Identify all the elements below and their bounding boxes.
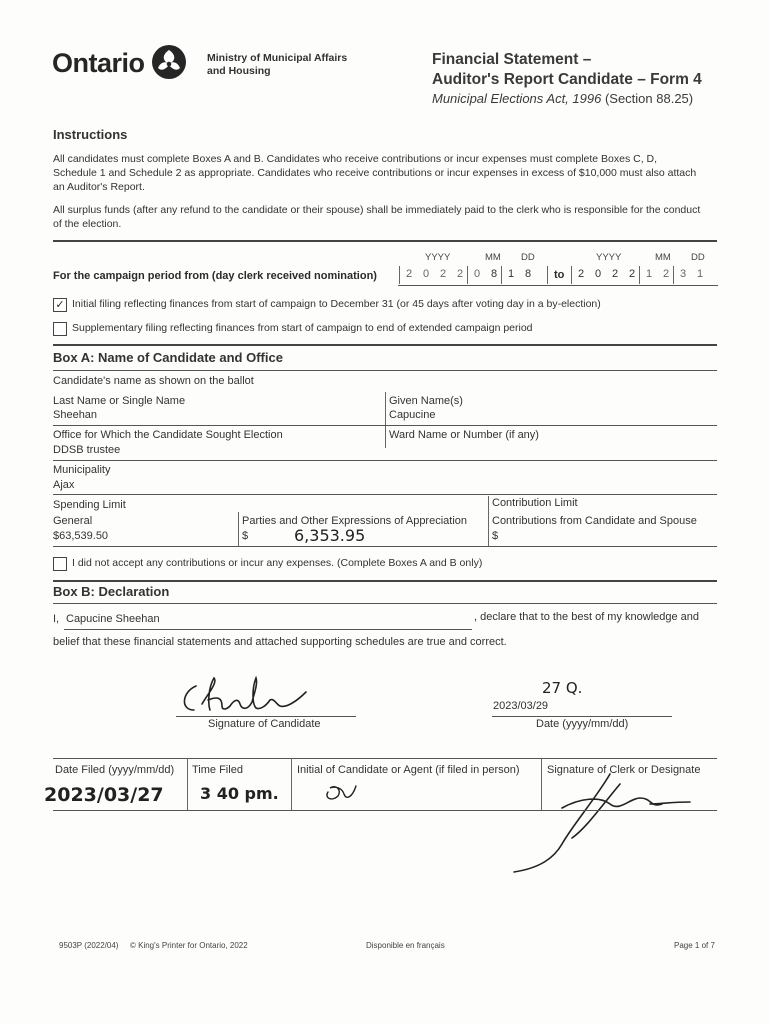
divider <box>53 810 717 811</box>
date-filed-value[interactable]: 2023/03/27 <box>44 784 164 806</box>
ballot-name-label: Candidate's name as shown on the ballot <box>53 375 254 387</box>
to-date-digit: 3 <box>679 268 687 280</box>
act-name: Municipal Elections Act, 1996 <box>432 91 602 106</box>
instructions-heading: Instructions <box>53 127 128 142</box>
no-contributions-label: I did not accept any contributions or incur any expenses. (Complete Boxes A and B only) <box>72 557 483 569</box>
cell-border <box>673 266 674 284</box>
from-mm-label: MM <box>485 252 501 263</box>
from-date-digit: 8 <box>490 268 498 280</box>
from-date-digit: 2 <box>405 268 413 280</box>
signature-candidate-label: Signature of Candidate <box>208 718 321 730</box>
last-name-value[interactable]: Sheehan <box>53 409 98 421</box>
to-yyyy-label: YYYY <box>596 252 622 263</box>
instructions-paragraph-1: All candidates must complete Boxes A and B. Candidates who receive contributions or incur expenses must complete Boxes C, D, Schedule 1 and Schedule 2 as appropriate. Candidates who receive contributions or incur expenses in excess of $10,000 must also attach an Auditor's Report. <box>53 153 697 193</box>
divider <box>53 546 717 547</box>
from-yyyy-label: YYYY <box>425 252 451 263</box>
candidate-signature[interactable] <box>178 674 328 722</box>
date-filed-label: Date Filed (yyyy/mm/dd) <box>55 764 175 776</box>
to-date-digit: 1 <box>645 268 653 280</box>
to-mm-label: MM <box>655 252 671 263</box>
divider <box>53 460 717 461</box>
contribution-limit-label: Contribution Limit <box>492 497 578 509</box>
trillium-logo-icon <box>151 44 187 80</box>
cell-border <box>467 266 468 284</box>
signature-underline <box>176 716 356 717</box>
supplementary-filing-checkbox[interactable] <box>53 322 67 336</box>
time-filed-value[interactable]: 3 40 pm. <box>200 784 279 803</box>
copyright-text: © King's Printer for Ontario, 2022 <box>130 941 248 950</box>
ontario-logo-text: Ontario <box>52 48 145 78</box>
belief-text: belief that these financial statements and attached supporting schedules are true and correct. <box>53 636 507 648</box>
cell-border <box>571 266 572 284</box>
divider <box>53 603 717 604</box>
column-divider <box>385 392 386 448</box>
declaration-date-label: Date (yyyy/mm/dd) <box>536 718 629 730</box>
divider <box>53 370 717 371</box>
general-limit-value[interactable]: $63,539.50 <box>53 530 109 542</box>
initial-agent-label: Initial of Candidate or Agent (if filed in person) <box>297 764 520 776</box>
ministry-line-2: and Housing <box>207 65 271 77</box>
to-label: to <box>554 269 565 281</box>
supplementary-filing-label: Supplementary filing reflecting finances from start of campaign to end of extended campaign period <box>72 322 533 334</box>
divider <box>53 240 717 242</box>
declaration-text: , declare that to the best of my knowledge and <box>474 611 700 623</box>
given-name-value[interactable]: Capucine <box>389 409 436 421</box>
municipality-value[interactable]: Ajax <box>53 479 75 491</box>
to-date-digit: 0 <box>594 268 602 280</box>
date-correction-handwriting: 27 Q. <box>542 679 583 697</box>
from-date-digit: 0 <box>473 268 481 280</box>
to-date-digit: 2 <box>628 268 636 280</box>
divider <box>53 494 717 495</box>
parties-limit-label: Parties and Other Expressions of Appreciation <box>242 515 468 527</box>
from-date-digit: 0 <box>422 268 430 280</box>
box-a-heading: Box A: Name of Candidate and Office <box>53 350 283 365</box>
contrib-currency[interactable]: $ <box>492 530 499 542</box>
form-title-line-2: Auditor's Report Candidate – Form 4 <box>432 71 702 88</box>
contrib-from-candidate-label: Contributions from Candidate and Spouse <box>492 515 697 527</box>
column-divider <box>291 758 292 810</box>
no-contributions-checkbox[interactable] <box>53 557 67 571</box>
to-date-digit: 1 <box>696 268 704 280</box>
to-dd-label: DD <box>691 252 705 263</box>
column-divider <box>187 758 188 810</box>
to-date-digit: 2 <box>611 268 619 280</box>
divider <box>53 425 717 426</box>
parties-limit-value[interactable]: 6,353.95 <box>294 526 366 545</box>
column-divider <box>488 496 489 546</box>
form-title-line-1: Financial Statement – <box>432 51 592 68</box>
date-underline <box>492 716 672 717</box>
instructions-paragraph-2: All surplus funds (after any refund to the candidate or their spouse) shall be immediately paid to the clerk who is responsible for the conduct of the election. <box>53 204 701 230</box>
from-date-digit: 1 <box>507 268 515 280</box>
form-title <box>432 50 702 90</box>
page-number: Page 1 of 7 <box>674 941 715 950</box>
cell-border <box>501 266 502 284</box>
office-value[interactable]: DDSB trustee <box>53 444 121 456</box>
box-b-heading: Box B: Declaration <box>53 584 170 599</box>
declaration-prefix: I, <box>53 613 60 625</box>
ministry-name <box>207 52 387 78</box>
divider <box>53 580 717 582</box>
column-divider <box>238 512 239 546</box>
given-name-label: Given Name(s) <box>389 395 463 407</box>
from-date-digit: 2 <box>439 268 447 280</box>
agent-initial-signature[interactable] <box>322 778 362 804</box>
municipality-label: Municipality <box>53 464 111 476</box>
ward-label: Ward Name or Number (if any) <box>389 429 539 441</box>
act-reference <box>432 91 693 106</box>
divider <box>53 758 717 759</box>
clerk-signature[interactable] <box>500 768 700 878</box>
from-dd-label: DD <box>521 252 535 263</box>
declarant-name-field[interactable]: Capucine Sheehan <box>66 613 160 625</box>
time-filed-label: Time Filed <box>192 764 243 776</box>
act-section: (Section 88.25) <box>601 91 694 106</box>
clerk-signature-label: Signature of Clerk or Designate <box>547 764 701 776</box>
from-date-digit: 8 <box>524 268 532 280</box>
cell-border <box>399 266 400 284</box>
spending-limit-label: Spending Limit <box>53 499 126 511</box>
office-label: Office for Which the Candidate Sought Election <box>53 429 283 441</box>
declaration-date-value[interactable]: 2023/03/29 <box>493 700 549 712</box>
divider <box>53 344 717 346</box>
cell-border <box>547 266 548 284</box>
from-date-digit: 2 <box>456 268 464 280</box>
to-date-digit: 2 <box>577 268 585 280</box>
general-limit-label: General <box>53 515 93 527</box>
campaign-period-label: For the campaign period from (day clerk received nomination) <box>53 270 377 282</box>
parties-currency: $ <box>242 530 249 542</box>
last-name-label: Last Name or Single Name <box>53 395 186 407</box>
initial-filing-label: Initial filing reflecting finances from start of campaign to December 31 (or 45 days after voting day in a by-election) <box>72 298 601 310</box>
declarant-underline <box>64 629 472 630</box>
cell-border <box>639 266 640 284</box>
initial-filing-checkbox[interactable]: ✓ <box>53 298 67 312</box>
french-availability-text: Disponible en français <box>366 941 445 950</box>
date-underline <box>398 285 718 286</box>
to-date-digit: 2 <box>662 268 670 280</box>
form-code: 9503P (2022/04) <box>59 941 119 950</box>
ministry-line-1: Ministry of Municipal Affairs <box>207 52 348 64</box>
